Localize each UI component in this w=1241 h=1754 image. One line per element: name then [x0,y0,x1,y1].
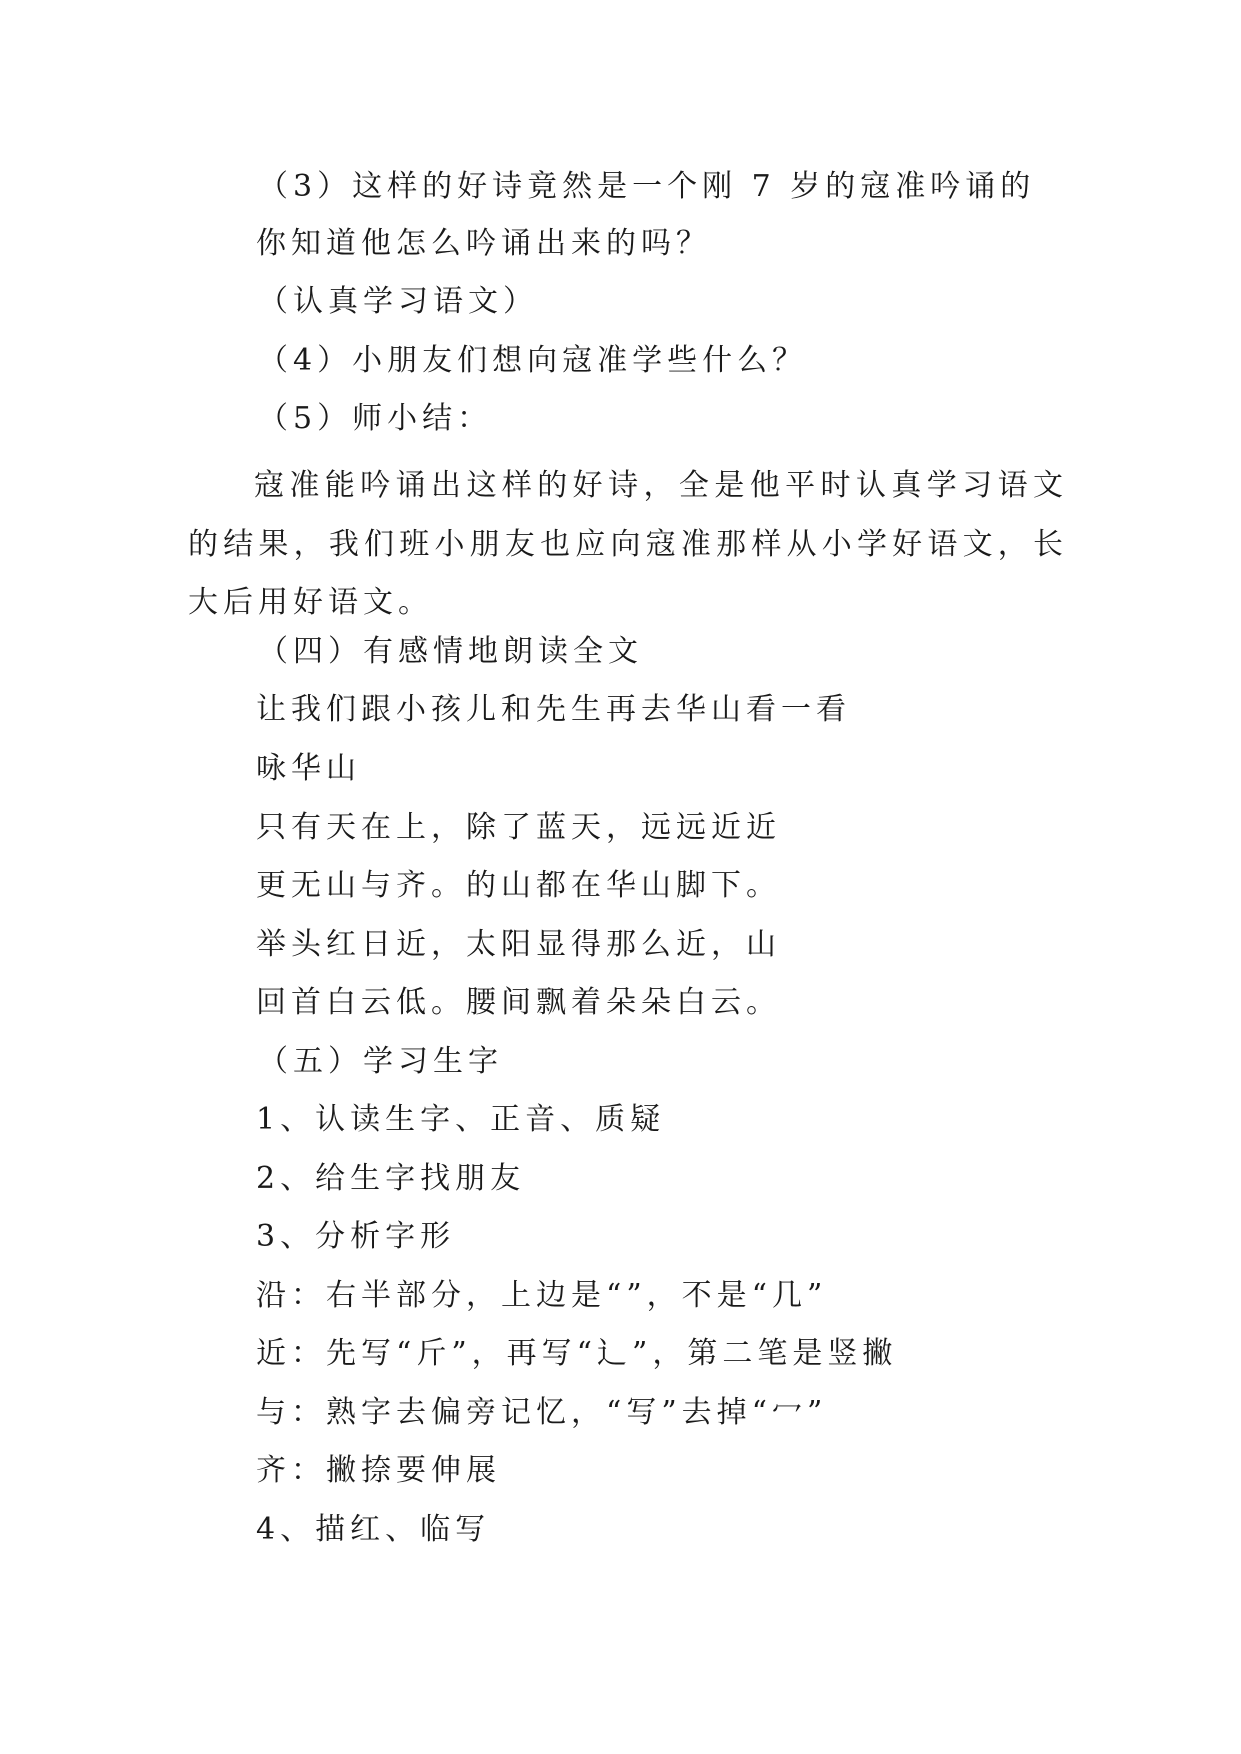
teacher-summary-heading: （5）师小结： [258,401,493,436]
step-1-line: 1、认读生字、正音、质疑 [256,1102,666,1137]
summary-paragraph: 寇准能吟诵出这样的好诗，全是他平时认真学习语文的结果，我们班小朋友也应向寇准那样从小学好语文，长大后用好语文。 [188,468,1068,620]
poem-line-3: 举头红日近，太阳显得那么近，山 [256,927,781,962]
answer-line: （认真学习语文） [258,284,538,319]
char-analysis-yu: 与：熟字去偏旁记忆，“写”去掉“冖” [256,1395,828,1430]
char-analysis-yan: 沿：右半部分，上边是“”，不是“几” [256,1278,828,1313]
poem-line-2: 更无山与齐。的山都在华山脚下。 [256,868,781,903]
poem-line-4: 回首白云低。腰间飘着朵朵白云。 [256,985,781,1020]
char-analysis-jin: 近：先写“斤”，再写“辶”，第二笔是竖撇 [256,1336,898,1371]
step-3-line: 3、分析字形 [256,1219,456,1254]
poem-line-1: 只有天在上，除了蓝天，远远近近 [256,810,781,845]
question-3-line: （3）这样的好诗竟然是一个刚 7 岁的寇准吟诵的 [258,169,1036,204]
step-2-line: 2、给生字找朋友 [256,1161,526,1196]
question-4-line: （4）小朋友们想向寇准学些什么？ [258,343,808,378]
poem-title: 咏华山 [256,751,361,786]
section-4-intro-line: 让我们跟小孩儿和先生再去华山看一看 [256,692,851,727]
question-3-followup-line: 你知道他怎么吟诵出来的吗？ [256,226,711,261]
section-4-heading: （四）有感情地朗读全文 [258,634,643,669]
section-5-heading: （五）学习生字 [258,1044,503,1079]
step-4-line: 4、描红、临写 [256,1512,491,1547]
char-analysis-qi: 齐：撇捺要伸展 [256,1453,501,1488]
